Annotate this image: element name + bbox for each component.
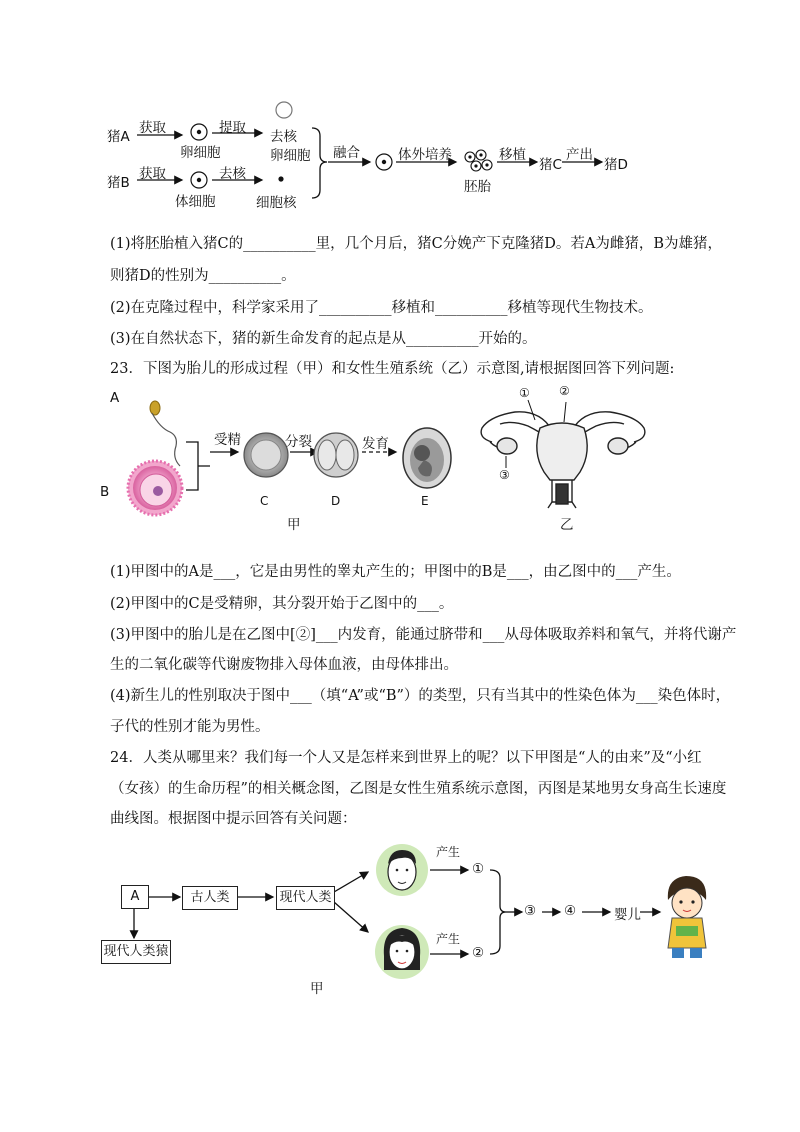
label-a: A	[110, 390, 120, 406]
obtain-b-label: 获取	[139, 166, 166, 182]
pig-d-label: 猪D	[604, 157, 628, 173]
development-label: 发育	[362, 436, 389, 452]
q22-line-2: 则猪D的性别为__________。	[110, 268, 296, 284]
node-1: ①	[472, 861, 485, 877]
baby-icon	[668, 876, 706, 958]
extract-label: 提取	[219, 120, 246, 136]
node-4: ④	[564, 903, 577, 919]
pig-b-label: 猪B	[107, 175, 130, 191]
node-modern-ape: 现代人类猿	[101, 940, 171, 964]
give-birth-label: 产出	[566, 147, 593, 163]
q23-title: 23．下图为胎儿的形成过程（甲）和女性生殖系统（乙）示意图,请根据图回答下列问题:	[110, 361, 675, 377]
baby-label: 婴儿	[614, 907, 641, 923]
fetus-formation-diagram	[0, 380, 800, 540]
denucleate-a-label: 去核	[270, 129, 297, 145]
fetus-formation-drawing	[0, 380, 800, 540]
q23-line-5: (4)新生儿的性别取决于图中___（填“A”或“B”）的类型，只有当其中的性染色体为___染色体时，	[110, 688, 731, 704]
label-e: E	[421, 494, 429, 508]
jia-label: 甲	[287, 517, 301, 533]
node-ancient-human: 古人类	[182, 886, 238, 910]
label-c: C	[260, 494, 269, 508]
human-origin-diagram	[0, 830, 800, 1010]
q23-line-1: (1)甲图中的A是___，它是由男性的睾丸产生的；甲图中的B是___，由乙图中的___产生。	[110, 564, 681, 580]
nucleus-label: 细胞核	[256, 195, 297, 211]
marker-1: ①	[519, 386, 530, 400]
division-label: 分裂	[285, 434, 312, 450]
yi-label: 乙	[560, 517, 574, 533]
q23-line-3: (3)甲图中的胎儿是在乙图中[②]___内发育，能通过脐带和___从母体吸取养料和氧气，并将代谢产	[110, 627, 737, 643]
q22-line-1: (1)将胚胎植入猪C的__________里，几个月后，猪C分娩产下克隆猪D。若A为雌猪，B为雄猪，	[110, 236, 722, 252]
enucleated-egg-icon	[276, 102, 292, 118]
q23-line-4: 生的二氧化碳等代谢废物排入母体血液，由母体排出。	[110, 657, 458, 673]
two-cell-embryo-icon	[314, 433, 358, 477]
egg-cell-label: 卵细胞	[180, 145, 221, 161]
pig-a-label: 猪A	[107, 129, 130, 145]
embryo-icon	[465, 150, 492, 171]
clone-diagram	[0, 0, 800, 220]
produce-female-label: 产生	[436, 932, 461, 946]
node-3: ③	[524, 903, 537, 919]
denucleate-b-label: 去核	[219, 166, 246, 182]
produce-male-label: 产生	[436, 845, 461, 859]
label-b: B	[100, 484, 110, 500]
q24-line-3: 曲线图。根据图中提示回答有关问题：	[110, 811, 357, 827]
body-cell-label: 体细胞	[175, 194, 216, 210]
human-origin-drawing	[0, 830, 800, 1010]
pig-c-label: 猪C	[539, 157, 562, 173]
in-vitro-culture-label: 体外培养	[398, 147, 452, 163]
node-modern-human: 现代人类	[276, 886, 335, 910]
obtain-a-label: 获取	[139, 120, 166, 136]
enucleated-egg-label: 卵细胞	[270, 148, 311, 164]
q23-line-2: (2)甲图中的C是受精卵，其分裂开始于乙图中的___。	[110, 596, 454, 612]
transplant-label: 移植	[499, 147, 526, 163]
fertilization-label: 受精	[214, 432, 241, 448]
q24-line-2: （女孩）的生命历程”的相关概念图，乙图是女性生殖系统示意图，丙图是某地男女身高生长速度	[110, 781, 727, 797]
marker-3: ③	[499, 468, 510, 482]
q24-line-1: 24．人类从哪里来？我们每一个人又是怎样来到世界上的呢？以下甲图是“人的由来”及“小红	[110, 750, 702, 766]
zygote-icon	[244, 433, 288, 477]
fetus-icon	[403, 428, 451, 488]
nucleus-icon	[278, 176, 283, 181]
marker-2: ②	[559, 384, 570, 398]
male-face-icon	[376, 844, 428, 896]
q24-jia-label: 甲	[310, 981, 324, 997]
female-face-icon	[375, 925, 429, 979]
q22-line-3: (2)在克隆过程中，科学家采用了__________移植和__________移植等现代生物技术。	[110, 300, 653, 316]
node-a: A	[121, 885, 149, 909]
sperm-icon	[150, 401, 180, 466]
node-2: ②	[472, 945, 485, 961]
fuse-label: 融合	[333, 145, 360, 161]
embryo-label: 胚胎	[464, 179, 491, 195]
egg-icon	[128, 461, 182, 515]
label-d: D	[331, 494, 341, 508]
q22-line-4: (3)在自然状态下，猪的新生命发育的起点是从__________开始的。	[110, 331, 537, 347]
q23-line-6: 子代的性别才能为男性。	[110, 719, 270, 735]
